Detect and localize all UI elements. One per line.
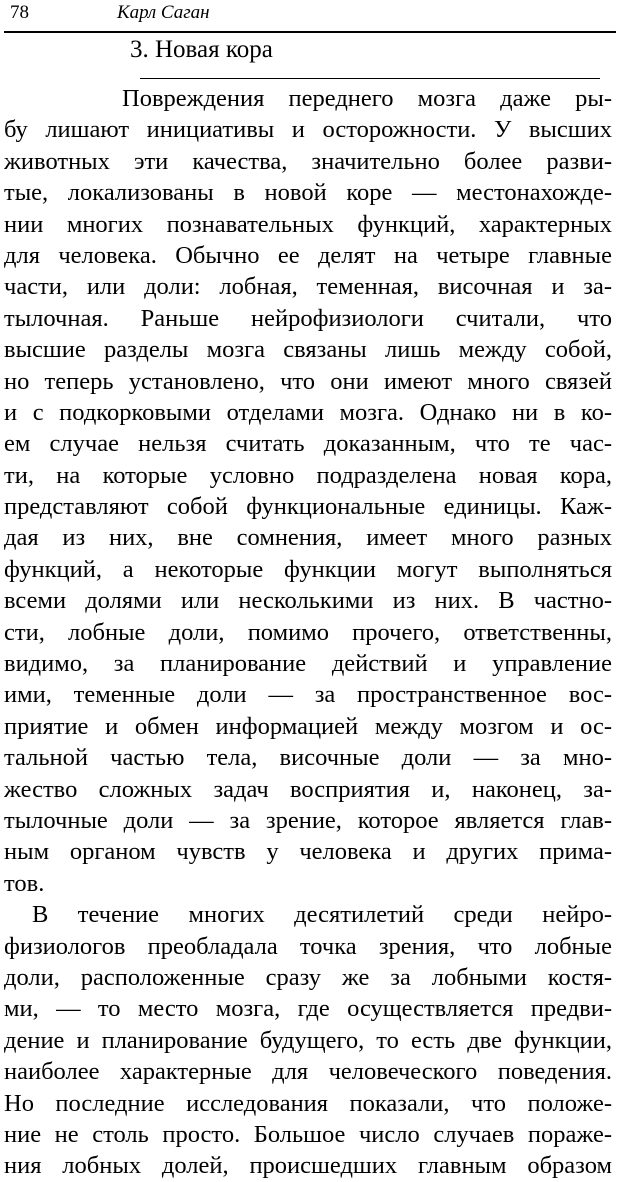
text-line: ния лобных долей, происшедших главным образом [4, 1152, 612, 1180]
text-line: ими, теменные доли — за пространственное вос- [4, 681, 612, 709]
text-line: Повреждения переднего мозга даже ры- [122, 85, 612, 112]
text-line: Но последние исследования показали, что положе- [4, 1089, 612, 1117]
text-line: ным органом чувств у человека и других прима- [4, 838, 612, 866]
text-line: нии многих познавательных функций, характерных [4, 210, 612, 238]
text-line: ние не столь просто. Большое число случаев пораже- [4, 1120, 612, 1148]
text-line: всеми долями или несколькими из них. В частно- [4, 587, 612, 615]
text-line: и с подкорковыми отделами мозга. Однако ни в ко- [4, 398, 612, 426]
text-line: ем случае нельзя считать доказанным, что те час- [4, 430, 612, 458]
text-line: животных эти качества, значительно более разви- [4, 147, 612, 175]
text-line: ти, на которые условно подразделена новая кора, [4, 461, 612, 489]
text-line: доли, расположенные сразу же за лобными костя- [4, 963, 612, 991]
text-line: тылочные доли — за зрение, которое является глав- [4, 806, 612, 834]
running-head [10, 2, 616, 28]
page-number: 78 [10, 2, 29, 23]
text-line: дая из них, вне сомнения, имеет много разных [4, 524, 612, 552]
text-line: высшие разделы мозга связаны лишь между собой, [4, 336, 612, 364]
text-line: В течение многих десятилетий среди нейро- [32, 901, 612, 929]
text-line: видимо, за планирование действий и управление [4, 650, 612, 678]
text-line: для человека. Обычно ее делят на четыре главные [4, 241, 612, 269]
text-line: дение и планирование будущего, то есть две функции, [4, 1026, 612, 1054]
section-title: 3. Новая кора [130, 36, 273, 63]
text-line: тылочная. Раньше нейрофизиологи считали, что [4, 304, 612, 332]
text-line: ми, — то место мозга, где осуществляется предви- [4, 995, 612, 1023]
header-rule [4, 31, 616, 33]
text-line: тые, локализованы в новой коре — местонахожде- [4, 179, 612, 207]
text-line: наиболее характерные для человеческого поведения. [4, 1058, 612, 1086]
text-line: тов. [4, 869, 45, 897]
text-line: жество сложных задач восприятия и, наконец, за- [4, 775, 612, 803]
text-line: тальной частью тела, височные доли — за мно- [4, 744, 612, 772]
text-line: представляют собой функциональные единицы. Каж- [4, 493, 612, 521]
text-line: сти, лобные доли, помимо прочего, ответственны, [4, 618, 612, 646]
running-title: Карл Саган [117, 2, 210, 23]
text-line: приятие и обмен информацией между мозгом и ос- [4, 712, 612, 740]
text-line: части, или доли: лобная, теменная, височная и за- [4, 273, 612, 301]
text-line: функций, а некоторые функции могут выполняться [4, 555, 612, 583]
section-rule [140, 78, 600, 79]
text-line: бу лишают инициативы и осторожности. У высших [4, 116, 612, 144]
paragraph [4, 83, 612, 899]
body-text [4, 83, 612, 1182]
text-line: но теперь установлено, что они имеют много связей [4, 367, 612, 395]
text-line: физиологов преобладала точка зрения, что лобные [4, 932, 612, 960]
paragraph [4, 899, 612, 1182]
